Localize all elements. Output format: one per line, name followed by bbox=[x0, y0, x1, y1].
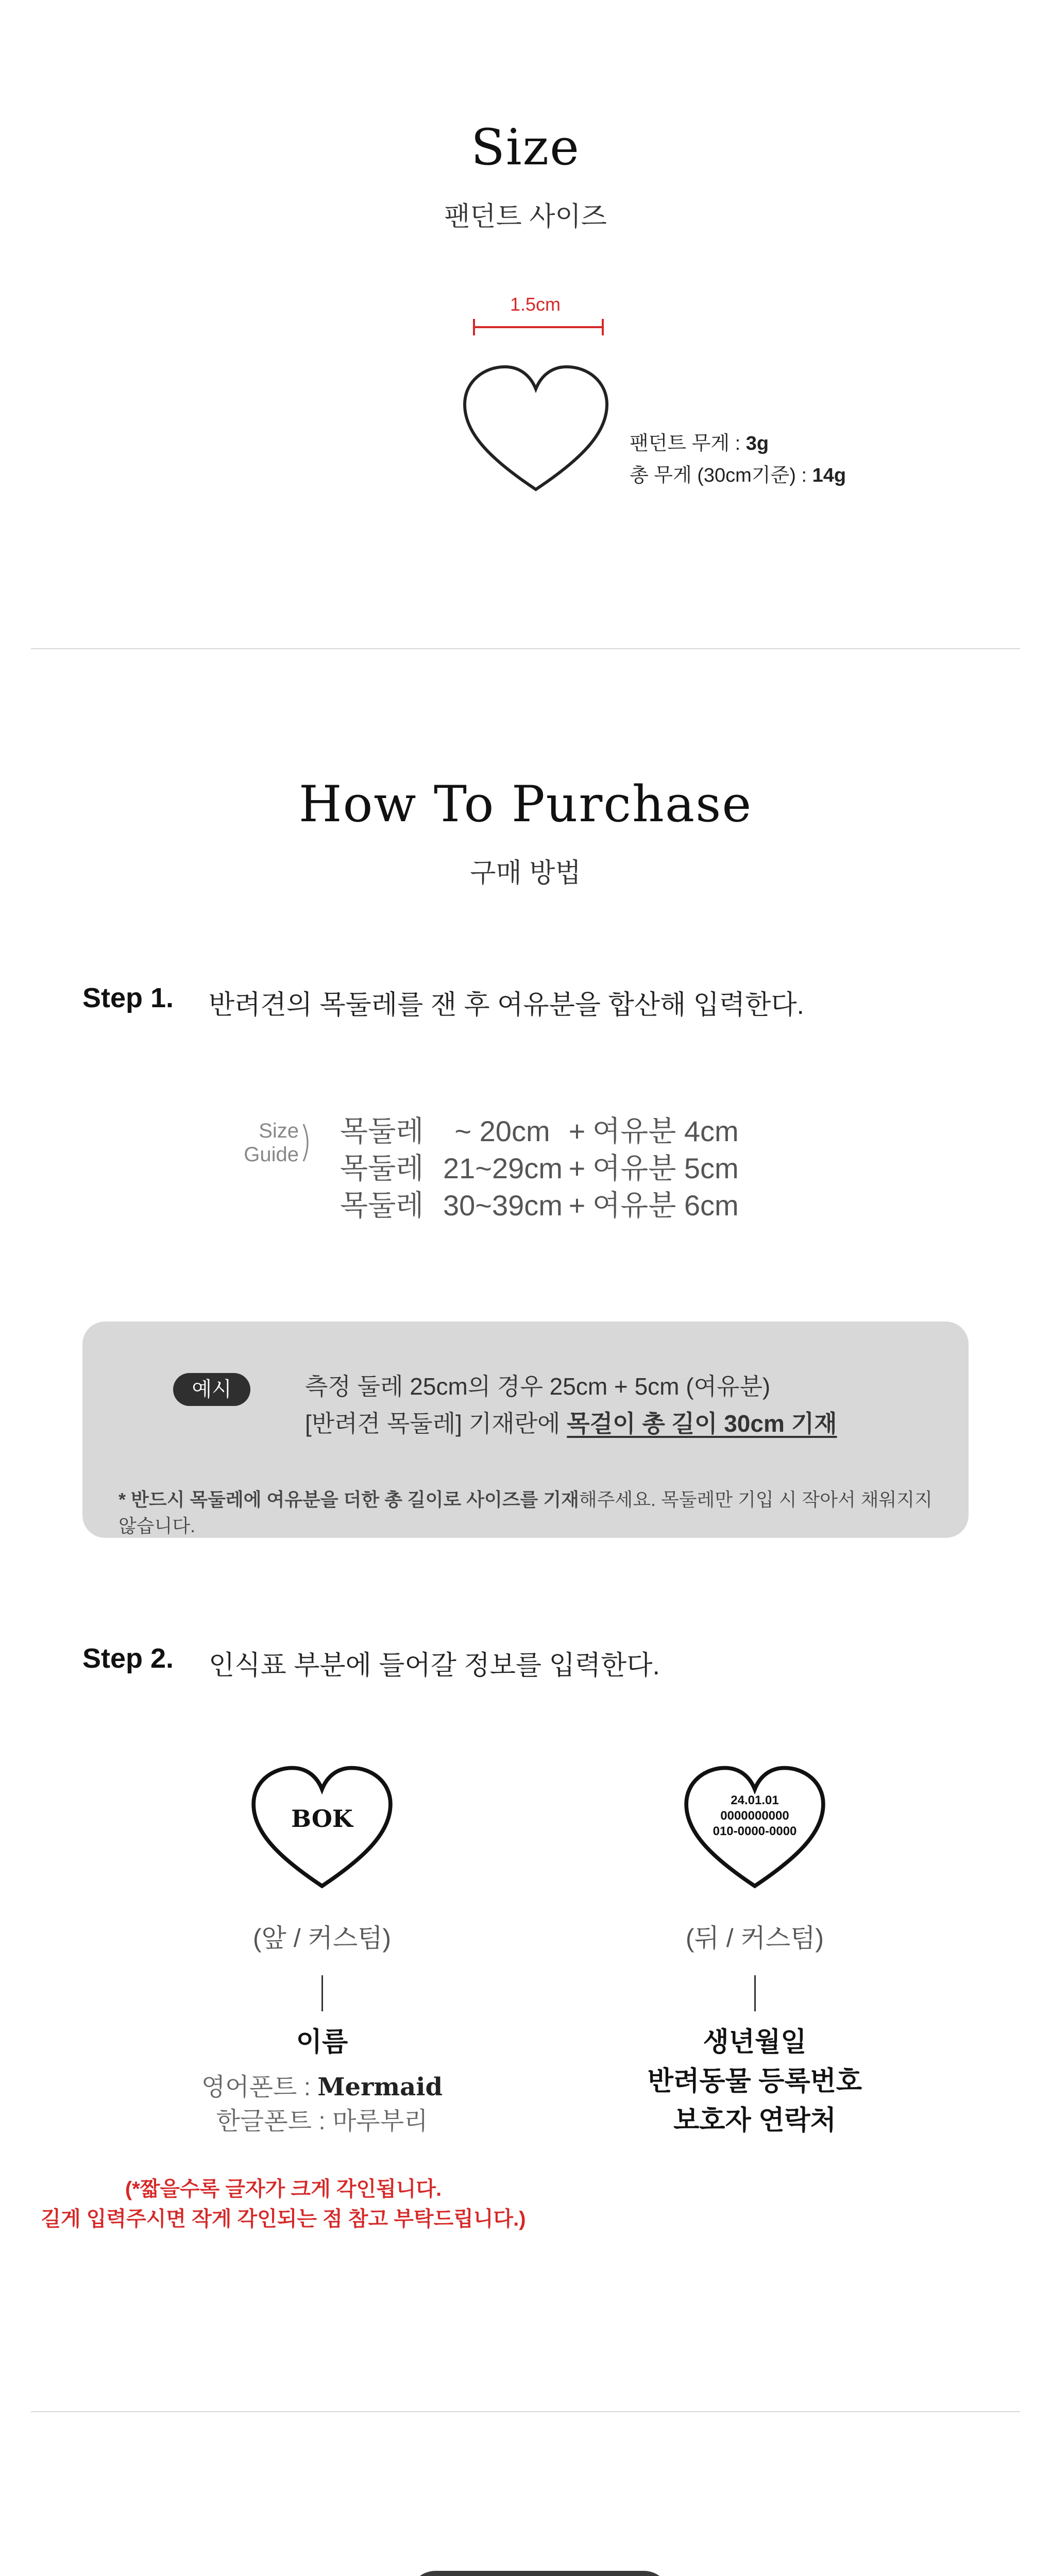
size-subtitle: 팬던트 사이즈 bbox=[444, 202, 607, 232]
guide-row: 목둘레 30~39cm + 여유분 6cm bbox=[340, 1189, 739, 1222]
example-box bbox=[82, 1321, 969, 1538]
step1-text: 반려견의 목둘레를 잰 후 여유분을 합산해 입력한다. bbox=[209, 990, 805, 1020]
additional-pill bbox=[410, 2571, 670, 2576]
front-name: 이름 bbox=[296, 2027, 348, 2057]
back-heart-text: 24.01.01 0000000000 010-0000-0000 bbox=[713, 1793, 797, 1838]
front-bar bbox=[321, 1975, 323, 2011]
purchase-title: How To Purchase bbox=[298, 775, 753, 833]
section-divider bbox=[31, 2411, 1020, 2412]
guide-row: 목둘레 ~ 20cm + 여유분 4cm bbox=[340, 1115, 739, 1147]
back-caption: (뒤 / 커스텀) bbox=[685, 1924, 824, 1953]
back-column bbox=[600, 1918, 909, 2140]
example-badge: 예시 bbox=[173, 1373, 250, 1406]
front-caption: (앞 / 커스텀) bbox=[252, 1924, 392, 1953]
step1-label: Step 1. bbox=[82, 982, 174, 1013]
guide-row: 목둘레 21~29cm + 여유분 5cm bbox=[340, 1152, 739, 1184]
measure-label: 1.5cm bbox=[510, 294, 561, 315]
step2-label: Step 2. bbox=[82, 1643, 174, 1674]
front-column bbox=[167, 1918, 477, 2139]
font-english: 영어폰트 : Mermaid bbox=[201, 2073, 443, 2102]
example-line1: 측정 둘레 25cm의 경우 25cm + 5cm (여유분) bbox=[305, 1373, 771, 1400]
back-bar bbox=[754, 1975, 756, 2011]
bracket-icon bbox=[301, 1122, 314, 1163]
front-heart-text: BOK bbox=[291, 1805, 353, 1833]
back-birthday: 생년월일 bbox=[703, 2027, 807, 2057]
example-note: * 반드시 목둘레에 여유분을 더한 총 길이로 사이즈를 기재해주세요. 목둘레만 기입 시 작아서 채워지지 않습니다. bbox=[118, 1489, 933, 1536]
measure-line-icon bbox=[464, 317, 613, 337]
font-korean: 한글폰트 : 마루부리 bbox=[216, 2108, 428, 2135]
heart-pendant-icon bbox=[459, 361, 613, 500]
size-guide-tag: Size Guide bbox=[244, 1120, 299, 1166]
engrave-red-note: (*짧을수록 글자가 크게 각인됩니다. 길게 입력주시면 작게 각인되는 점 참고 부탁드립니다.) bbox=[41, 2178, 526, 2230]
purchase-subtitle: 구매 방법 bbox=[470, 858, 581, 888]
pendant-weight: 팬던트 무게 : 3g bbox=[630, 433, 769, 454]
step2-text: 인식표 부분에 들어갈 정보를 입력한다. bbox=[209, 1651, 660, 1681]
size-title: Size bbox=[471, 118, 580, 176]
section-divider bbox=[31, 648, 1020, 649]
example-line2: [반려견 목둘레] 기재란에 목걸이 총 길이 30cm 기재 bbox=[305, 1410, 837, 1437]
back-contact: 보호자 연락처 bbox=[673, 2106, 836, 2136]
back-registration: 반려동물 등록번호 bbox=[647, 2066, 862, 2096]
size-guide-table bbox=[340, 1113, 739, 1224]
total-weight: 총 무게 (30cm기준) : 14g bbox=[630, 465, 846, 486]
